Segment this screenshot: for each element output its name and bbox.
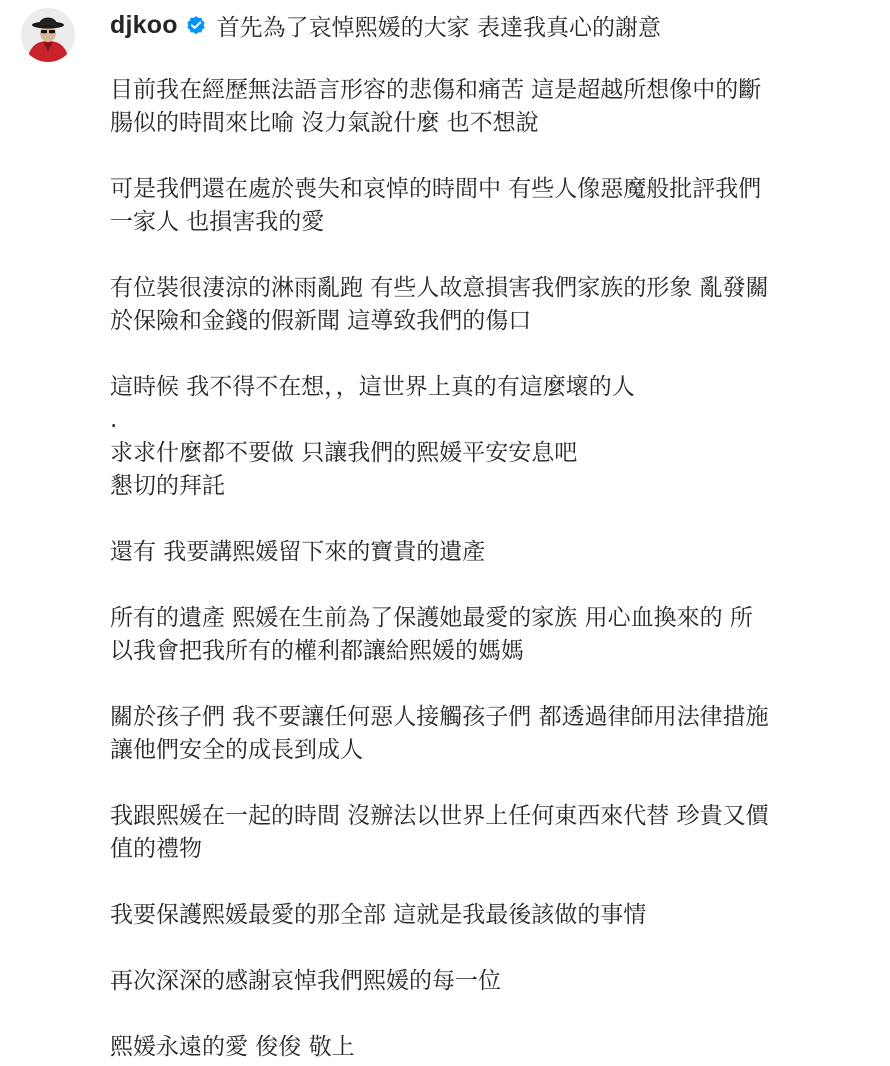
caption-line: 可是我們還在處於喪失和哀悼的時間中 有些人像惡魔般批評我們 (110, 176, 762, 202)
caption-line: 還有 我要講熙媛留下來的寶貴的遺產 (110, 539, 486, 565)
caption-line: 一家人 也損害我的愛 (110, 209, 325, 235)
caption-paragraph (110, 371, 870, 404)
caption-line: 腸似的時間來比喻 沒力氣說什麼 也不想說 (110, 110, 539, 136)
caption-line: 目前我在經歷無法語言形容的悲傷和痛苦 這是超越所想像中的斷 (110, 77, 762, 103)
caption-line: 有位裝很淒涼的淋雨亂跑 有些人故意損害我們家族的形象 亂發關 (110, 275, 769, 301)
caption-paragraph (110, 536, 870, 569)
caption-line: 求求什麼都不要做 只讓我們的熙媛平安安息吧 (110, 440, 578, 466)
caption-paragraph (110, 437, 870, 503)
profile-photo-icon (21, 8, 75, 62)
caption-body (110, 74, 870, 1064)
caption-paragraph (110, 899, 870, 932)
username-link[interactable]: djkoo (110, 10, 178, 39)
caption-paragraph (110, 173, 870, 239)
caption-line: 再次深深的感謝哀悼我們熙媛的每一位 (110, 968, 501, 994)
caption-line: 讓他們安全的成長到成人 (110, 737, 363, 763)
caption-line: 值的禮物 (110, 836, 202, 862)
caption-paragraph (110, 800, 870, 866)
caption-line: 熙媛永遠的愛 俊俊 敬上 (110, 1034, 355, 1060)
caption-line: 懇切的拜託 (110, 473, 225, 499)
caption-paragraph (110, 602, 870, 668)
caption-line: 所有的遺產 熙媛在生前為了保護她最愛的家族 用心血換來的 所 (110, 605, 753, 631)
verified-badge-icon (185, 14, 207, 36)
caption-line: 以我會把我所有的權利都讓給熙媛的媽媽 (110, 638, 524, 664)
caption-paragraph (110, 701, 870, 767)
caption-paragraph (110, 965, 870, 998)
caption-line: 我要保護熙媛最愛的那全部 這就是我最後該做的事情 (110, 902, 647, 928)
caption-paragraph (110, 74, 870, 140)
caption-paragraph (110, 1031, 870, 1064)
caption-header (110, 6, 870, 44)
caption-line: 關於孩子們 我不要讓任何惡人接觸孩子們 都透過律師用法律措施 (110, 704, 769, 730)
caption-line: 這時候 我不得不在想，，這世界上真的有這麼壞的人 (110, 374, 635, 400)
caption-first-line: 首先為了哀悼熙媛的大家 表達我真心的謝意 (216, 14, 661, 41)
caption-line: 我跟熙媛在一起的時間 沒辦法以世界上任何東西來代替 珍貴又價 (110, 803, 769, 829)
profile-avatar[interactable] (21, 8, 75, 62)
caption-paragraph (110, 272, 870, 338)
caption-line: 於保險和金錢的假新聞 這導致我們的傷口 (110, 308, 532, 334)
caption-separator-dot: . (110, 407, 118, 433)
